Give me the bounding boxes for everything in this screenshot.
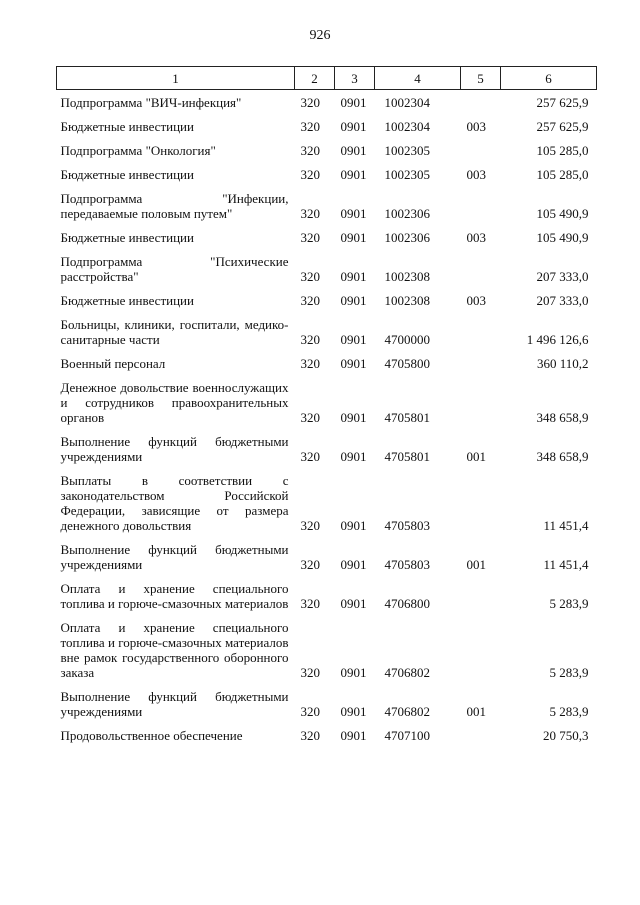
row-amount: 348 658,9 bbox=[536, 410, 589, 425]
row-name: Выполнение функций бюджетными учреждениями bbox=[60, 689, 289, 719]
row-code-5 bbox=[461, 724, 501, 748]
row-name: Выполнение функций бюджетными учреждениями bbox=[60, 434, 289, 464]
row-amount: 5 283,9 bbox=[549, 665, 589, 680]
row-code-3: 0901 bbox=[340, 293, 367, 308]
budget-table bbox=[56, 66, 597, 748]
row-code-4: 4706802 bbox=[384, 704, 430, 719]
row-name: Бюджетные инвестиции bbox=[60, 230, 194, 245]
row-code-2: 320 bbox=[300, 728, 320, 743]
row-code-4: 4705800 bbox=[384, 356, 430, 371]
row-code-2: 320 bbox=[300, 206, 320, 221]
row-name: Подпрограмма "Инфекции, передаваемые половым путем" bbox=[60, 191, 289, 221]
table-row bbox=[57, 538, 597, 577]
table-row bbox=[57, 724, 597, 748]
row-name: Подпрограмма "Психические расстройства" bbox=[60, 254, 289, 284]
table-row bbox=[57, 163, 597, 187]
row-code-4: 4706800 bbox=[384, 596, 430, 611]
row-code-5 bbox=[461, 577, 501, 616]
table-row bbox=[57, 226, 597, 250]
table-row bbox=[57, 616, 597, 685]
row-code-4: 4705801 bbox=[384, 410, 430, 425]
row-code-2: 320 bbox=[300, 518, 320, 533]
row-code-2: 320 bbox=[300, 119, 320, 134]
row-name: Бюджетные инвестиции bbox=[60, 293, 194, 308]
row-amount: 105 490,9 bbox=[536, 206, 589, 221]
row-code-5: 001 bbox=[466, 704, 486, 719]
row-code-5 bbox=[461, 616, 501, 685]
row-amount: 105 285,0 bbox=[536, 167, 589, 182]
row-code-5: 001 bbox=[466, 449, 486, 464]
table-header-row bbox=[57, 67, 597, 90]
row-amount: 360 110,2 bbox=[536, 356, 589, 371]
row-code-3: 0901 bbox=[340, 449, 367, 464]
row-name: Денежное довольствие военнослужащих и сотрудников правоохранительных органов bbox=[60, 380, 289, 425]
table-row bbox=[57, 90, 597, 116]
row-name: Оплата и хранение специального топлива и горюче-смазочных материалов bbox=[60, 581, 289, 611]
row-code-3: 0901 bbox=[340, 230, 367, 245]
row-amount: 105 285,0 bbox=[536, 143, 589, 158]
row-code-2: 320 bbox=[300, 704, 320, 719]
column-header-6: 6 bbox=[501, 67, 597, 90]
row-code-2: 320 bbox=[300, 356, 320, 371]
row-code-2: 320 bbox=[300, 596, 320, 611]
row-code-3: 0901 bbox=[340, 206, 367, 221]
row-code-5 bbox=[461, 139, 501, 163]
row-code-4: 1002306 bbox=[384, 230, 430, 245]
row-code-5 bbox=[461, 313, 501, 352]
row-code-2: 320 bbox=[300, 167, 320, 182]
row-code-3: 0901 bbox=[340, 143, 367, 158]
row-amount: 11 451,4 bbox=[543, 518, 589, 533]
row-name: Военный персонал bbox=[60, 356, 166, 371]
row-code-3: 0901 bbox=[340, 332, 367, 347]
row-code-4: 1002305 bbox=[384, 167, 430, 182]
row-code-4: 1002305 bbox=[384, 143, 430, 158]
row-name: Бюджетные инвестиции bbox=[60, 119, 194, 134]
row-code-3: 0901 bbox=[340, 95, 367, 110]
row-code-3: 0901 bbox=[340, 269, 367, 284]
column-header-4: 4 bbox=[375, 67, 461, 90]
table-row bbox=[57, 187, 597, 226]
row-code-5 bbox=[461, 352, 501, 376]
table-body bbox=[57, 90, 597, 749]
row-code-5: 003 bbox=[466, 167, 486, 182]
row-code-5: 001 bbox=[466, 557, 486, 572]
row-code-4: 1002308 bbox=[384, 293, 430, 308]
row-code-4: 4705803 bbox=[384, 557, 430, 572]
page-number: 926 bbox=[309, 28, 331, 43]
row-code-5 bbox=[461, 469, 501, 538]
column-header-3: 3 bbox=[335, 67, 375, 90]
row-amount: 5 283,9 bbox=[549, 704, 589, 719]
row-code-2: 320 bbox=[300, 557, 320, 572]
table-row bbox=[57, 115, 597, 139]
row-name: Выполнение функций бюджетными учреждениями bbox=[60, 542, 289, 572]
row-code-5 bbox=[461, 376, 501, 430]
row-code-4: 4705801 bbox=[384, 449, 430, 464]
row-amount: 257 625,9 bbox=[536, 119, 589, 134]
row-code-3: 0901 bbox=[340, 356, 367, 371]
row-code-3: 0901 bbox=[340, 596, 367, 611]
row-code-2: 320 bbox=[300, 665, 320, 680]
row-code-2: 320 bbox=[300, 269, 320, 284]
row-code-2: 320 bbox=[300, 230, 320, 245]
row-code-4: 1002306 bbox=[384, 206, 430, 221]
row-name: Подпрограмма "Онкология" bbox=[60, 143, 216, 158]
row-amount: 1 496 126,6 bbox=[526, 332, 589, 347]
column-header-2: 2 bbox=[295, 67, 335, 90]
row-amount: 20 750,3 bbox=[543, 728, 589, 743]
row-code-4: 4707100 bbox=[384, 728, 430, 743]
row-amount: 348 658,9 bbox=[536, 449, 589, 464]
table-row bbox=[57, 250, 597, 289]
row-code-3: 0901 bbox=[340, 728, 367, 743]
row-code-3: 0901 bbox=[340, 704, 367, 719]
table-row bbox=[57, 313, 597, 352]
row-code-3: 0901 bbox=[340, 167, 367, 182]
row-amount: 257 625,9 bbox=[536, 95, 589, 110]
row-code-5 bbox=[461, 187, 501, 226]
row-name: Больницы, клиники, госпитали, медико-санитарные части bbox=[60, 317, 289, 347]
table-row bbox=[57, 685, 597, 724]
row-code-4: 4706802 bbox=[384, 665, 430, 680]
row-code-5 bbox=[461, 250, 501, 289]
row-code-4: 4700000 bbox=[384, 332, 430, 347]
row-name: Подпрограмма "ВИЧ-инфекция" bbox=[60, 95, 242, 110]
row-code-2: 320 bbox=[300, 143, 320, 158]
row-amount: 105 490,9 bbox=[536, 230, 589, 245]
row-name: Оплата и хранение специального топлива и горюче-смазочных материалов вне рамок государственного оборонного заказа bbox=[60, 620, 289, 680]
row-code-5: 003 bbox=[466, 119, 486, 134]
row-code-2: 320 bbox=[300, 332, 320, 347]
row-code-4: 1002308 bbox=[384, 269, 430, 284]
row-code-3: 0901 bbox=[340, 518, 367, 533]
table-row bbox=[57, 289, 597, 313]
row-code-4: 4705803 bbox=[384, 518, 430, 533]
row-code-2: 320 bbox=[300, 449, 320, 464]
table-row bbox=[57, 352, 597, 376]
row-amount: 5 283,9 bbox=[549, 596, 589, 611]
row-amount: 207 333,0 bbox=[536, 269, 589, 284]
table-row bbox=[57, 139, 597, 163]
column-header-1: 1 bbox=[57, 67, 295, 90]
row-amount: 207 333,0 bbox=[536, 293, 589, 308]
row-code-2: 320 bbox=[300, 95, 320, 110]
row-code-5: 003 bbox=[466, 230, 486, 245]
row-code-2: 320 bbox=[300, 410, 320, 425]
table-row bbox=[57, 376, 597, 430]
row-code-3: 0901 bbox=[340, 119, 367, 134]
row-code-4: 1002304 bbox=[384, 95, 430, 110]
row-code-5 bbox=[461, 90, 501, 116]
table-row bbox=[57, 430, 597, 469]
row-code-3: 0901 bbox=[340, 557, 367, 572]
row-code-3: 0901 bbox=[340, 665, 367, 680]
table-row bbox=[57, 577, 597, 616]
column-header-5: 5 bbox=[461, 67, 501, 90]
row-name: Бюджетные инвестиции bbox=[60, 167, 194, 182]
row-code-4: 1002304 bbox=[384, 119, 430, 134]
row-code-5: 003 bbox=[466, 293, 486, 308]
row-code-2: 320 bbox=[300, 293, 320, 308]
row-code-3: 0901 bbox=[340, 410, 367, 425]
row-amount: 11 451,4 bbox=[543, 557, 589, 572]
row-name: Продовольственное обеспечение bbox=[60, 728, 243, 743]
row-name: Выплаты в соответствии с законодательством Российской Федерации, зависящие от размера денежного довольствия bbox=[60, 473, 289, 533]
table-row bbox=[57, 469, 597, 538]
